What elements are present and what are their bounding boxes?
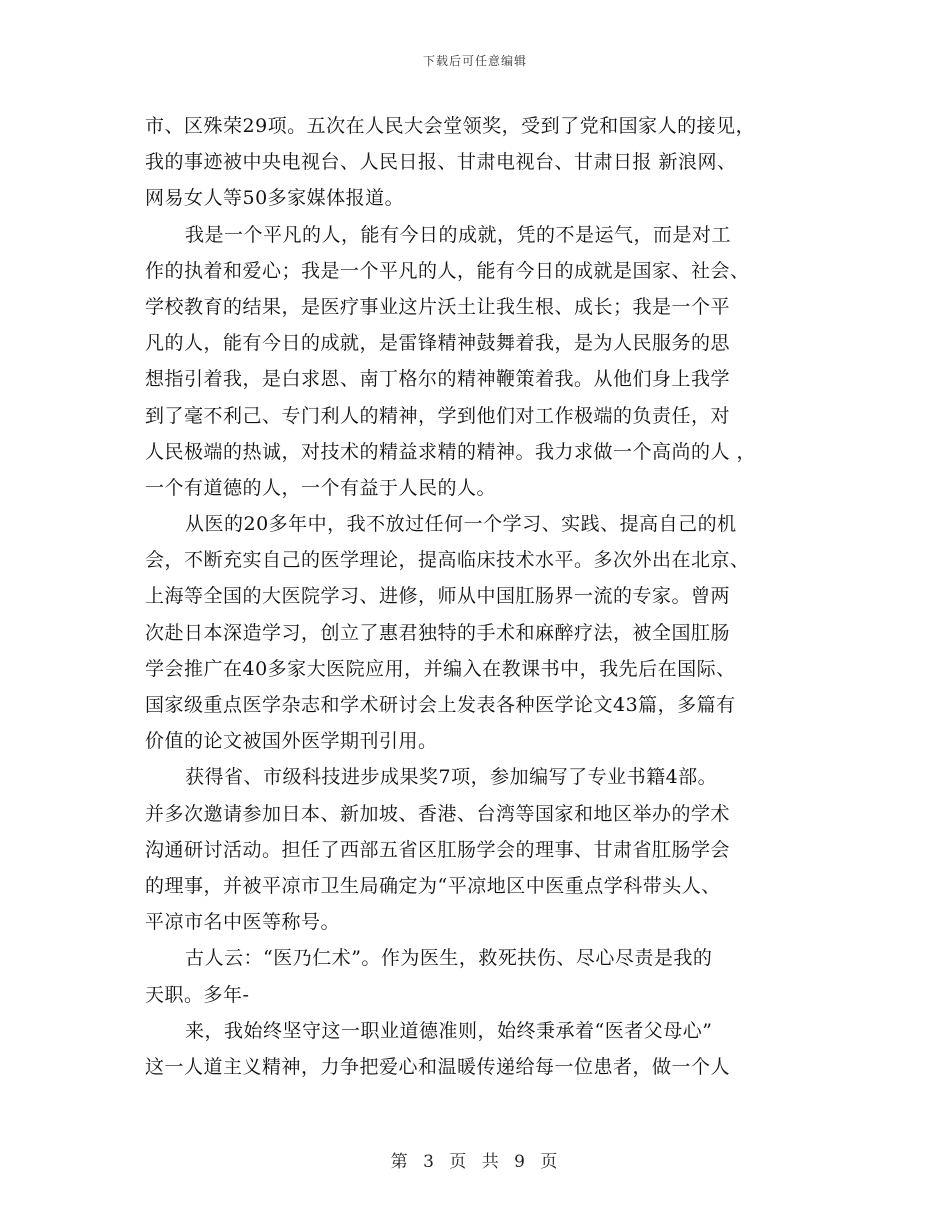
text-line: 我的事迹被中央电视台、人民日报、甘肃电视台、甘肃日报 新浪网、 <box>145 151 737 174</box>
text-line: 凡的人，能有今日的成就，是雷锋精神鼓舞着我，是为人民服务的思 <box>145 332 731 355</box>
text-line: 价值的论文被国外医学期刊引用。 <box>145 730 438 753</box>
text-line: 上海等全国的大医院学习、进修，师从中国肛肠界一流的专家。曾两 <box>145 585 731 608</box>
text-line: 学校教育的结果，是医疗事业这片沃土让我生根、成长；我是一个平 <box>145 295 731 318</box>
text-line: 学会推广在40多家大医院应用，并编入在教课书中，我先后在国际、 <box>145 657 736 680</box>
text-line: 天职。多年- <box>145 983 250 1006</box>
text-line: 这一人道主义精神，力争把爱心和温暖传递给每一位患者，做一个人 <box>145 1055 731 1078</box>
text-line: 次赴日本深造学习，创立了惠君独特的手术和麻醉疗法，被全国肛肠 <box>145 621 731 644</box>
text-line: 市、区殊荣29项。五次在人民大会堂领奖，受到了党和国家人的接见， <box>145 115 756 137</box>
text-line: 人民极端的热诚，对技术的精益求精的精神。我力求做一个高尚的人 ， <box>145 440 757 463</box>
text-line: 网易女人等50多家媒体报道。 <box>145 187 405 210</box>
text-line: 沟通研讨活动。担任了西部五省区肛肠学会的理事、甘肃省肛肠学会 <box>145 838 731 861</box>
page-footer: 第 3 页 共 9 页 <box>390 1152 560 1172</box>
text-line: 想指引着我，是白求恩、南丁格尔的精神鞭策着我。从他们身上我学 <box>145 368 731 391</box>
text-line: 会，不断充实自己的医学理论，提高临床技术水平。多次外出在北京、 <box>145 549 750 572</box>
body-text <box>145 108 810 1085</box>
page-header: 下载后可任意编辑 <box>422 54 527 68</box>
text-line: 作的执着和爱心；我是一个平凡的人，能有今日的成就是国家、社会、 <box>145 259 750 282</box>
text-line: 一个有道德的人，一个有益于人民的人。 <box>145 476 497 499</box>
text-line: 的理事，并被平凉市卫生局确定为“平凉地区中医重点学科带头人、 <box>145 874 721 897</box>
text-line: 并多次邀请参加日本、新加坡、香港、台湾等国家和地区举办的学术 <box>145 802 731 825</box>
text-line: 古人云：“医乃仁术”。作为医生，救死扶伤、尽心尽责是我的 <box>185 947 713 970</box>
text-line: 从医的20多年中，我不放过任何一个学习、实践、提高自己的机 <box>185 513 737 536</box>
text-line: 获得省、市级科技进步成果奖7项，参加编写了专业书籍4部。 <box>185 766 718 789</box>
text-line: 到了毫不利己、专门利人的精神，学到他们对工作极端的负责任，对 <box>145 404 731 427</box>
text-line: 我是一个平凡的人，能有今日的成就，凭的不是运气，而是对工 <box>185 223 732 246</box>
text-line: 来，我始终坚守这一职业道德准则，始终秉承着“医者父母心” <box>185 1019 713 1042</box>
text-line: 国家级重点医学杂志和学术研讨会上发表各种医学论文43篇，多篇有 <box>145 694 736 716</box>
text-line: 平凉市名中医等称号。 <box>145 911 341 934</box>
